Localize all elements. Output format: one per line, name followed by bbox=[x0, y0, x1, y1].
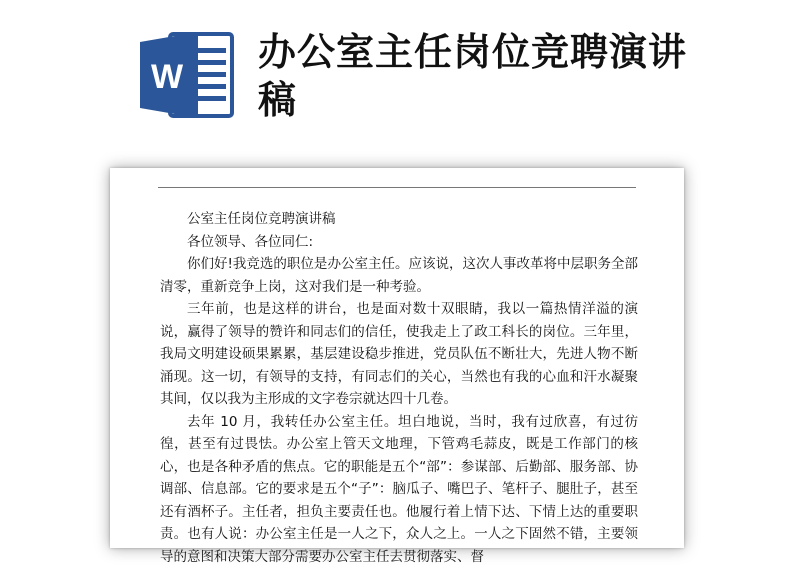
paragraph: 三年前，也是这样的讲台，也是面对数十双眼睛，我以一篇热情洋溢的演说，赢得了领导的赞许和同志们的信任，使我走上了政工科长的岗位。三年里，我局文明建设硕果累累，基层建设稳步推进，党员队伍不断壮大，先进人物不断涌现。这一切，有领导的支持，有同志们的关心，当然也有我的心血和汗水凝聚其间，仅以我为主形成的文字卷宗就达四十几卷。 bbox=[160, 298, 638, 411]
header-rule bbox=[158, 187, 636, 188]
word-icon-letter: W bbox=[151, 58, 184, 96]
word-icon bbox=[140, 30, 236, 120]
salutation: 各位领导、各位同仁: bbox=[160, 231, 638, 254]
document-body bbox=[160, 208, 638, 568]
paragraph: 去年 10 月，我转任办公室主任。坦白地说，当时，我有过欣喜，有过彷徨，甚至有过畏怯。办公室上管天文地理，下管鸡毛蒜皮，既是工作部门的核心，也是各种矛盾的焦点。它的职能是五个“部”：参谋部、后勤部、服务部、协调部、信息部。它的要求是五个“子”：脑瓜子、嘴巴子、笔杆子、腿肚子，甚至还有酒杯子。主任者，担负主要责任也。他履行着上情下达、下情上达的重要职责。也有人说：办公室主任是一人之下，众人之上。一人之下固然不错，主要领导的意图和决策大部分需要办公室主任去贯彻落实、督 bbox=[160, 411, 638, 568]
paragraph: 你们好!我竞选的职位是办公室主任。应该说，这次人事改革将中层职务全部清零，重新竞争上岗，这对我们是一种考验。 bbox=[160, 253, 638, 298]
document-header bbox=[0, 0, 800, 150]
doc-heading: 公室主任岗位竞聘演讲稿 bbox=[160, 208, 638, 231]
document-title: 办公室主任岗位竞聘演讲稿 bbox=[258, 28, 698, 124]
